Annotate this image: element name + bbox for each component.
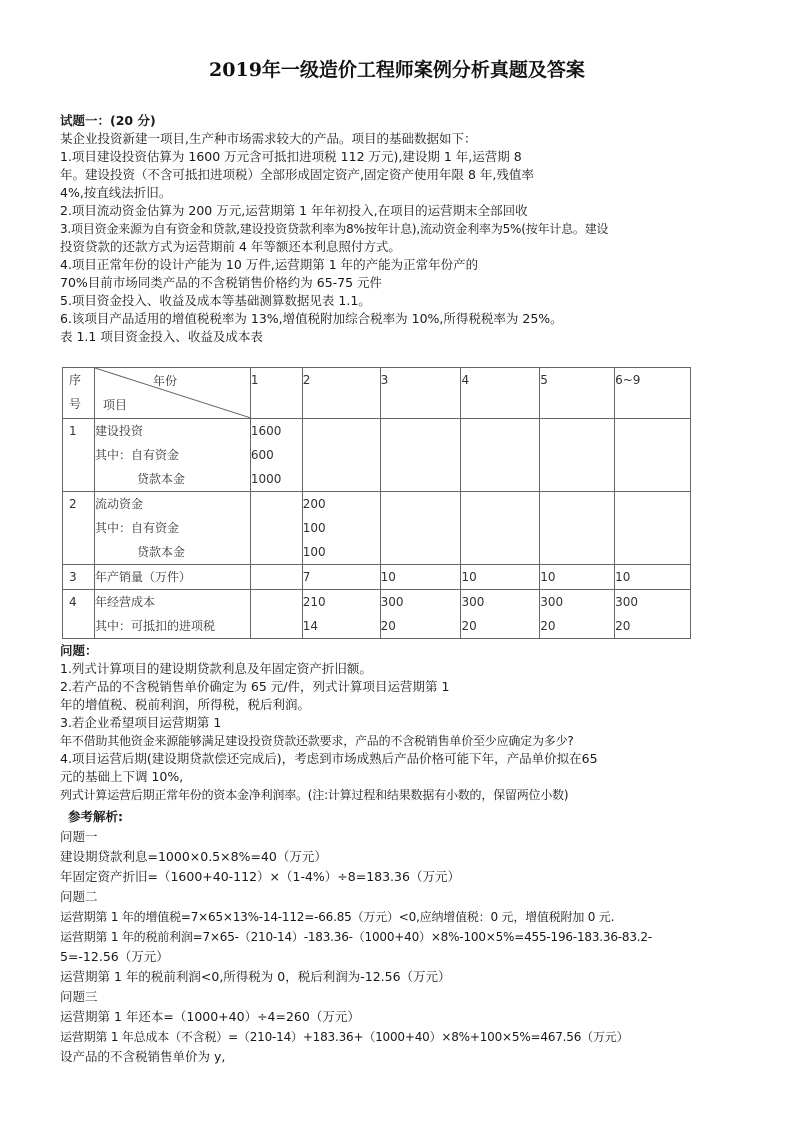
q1-line: 70%目前市场同类产品的不含税销售价格约为 65-75 元件 — [60, 275, 383, 290]
year-header: 5 — [540, 368, 615, 419]
answer-line: 运营期第 1 年的税前利润<0,所得税为 0，税后利润为-12.56（万元） — [60, 969, 451, 984]
answer-line: 5=-12.56（万元） — [60, 949, 169, 964]
answer-line: 年固定资产折旧=（1600+40-112）×（1-4%）÷8=183.36（万元） — [60, 869, 460, 884]
sn-header-cell — [63, 368, 95, 419]
value-cell — [380, 492, 461, 565]
value-cell — [250, 565, 302, 590]
question-line: 列式计算运营后期正常年份的资本金净利润率。(注:计算过程和结果数据有小数的，保留两位小数) — [60, 788, 569, 802]
value-cell: 7 — [302, 565, 380, 590]
table-row — [63, 492, 691, 565]
sn-cell: 2 — [63, 492, 95, 565]
item-label: 项目 — [102, 398, 127, 412]
question-line: 元的基础上下调 10%, — [60, 769, 184, 784]
value-cell: 300 20 — [615, 590, 691, 639]
year-header: 3 — [380, 368, 461, 419]
value-cell — [615, 419, 691, 492]
q1-line: 年。建设投资（不含可抵扣进项税）全部形成固定资产,固定资产使用年限 8 年,残值率 — [60, 167, 534, 182]
q1-line: 某企业投资新建一项目,生产种市场需求较大的产品。项目的基础数据如下： — [60, 131, 477, 146]
sn-cell: 3 — [63, 565, 95, 590]
item-cell: 建设投资 其中：自有资金 贷款本金 — [94, 419, 250, 492]
sn-header-text: 号 — [69, 397, 82, 411]
table-row — [63, 590, 691, 639]
year-header: 6~9 — [615, 368, 691, 419]
q1-line: 5.项目资金投入、收益及成本等基础测算数据见表 1.1。 — [60, 293, 371, 308]
value-cell: 10 — [540, 565, 615, 590]
answer-line: 问题二 — [60, 889, 98, 904]
value-cell: 300 20 — [380, 590, 461, 639]
answer-line: 运营期第 1 年的增值税=7×65×13%-14-112=-66.85（万元）<0,应纳增值税：0 元，增值税附加 0 元. — [60, 910, 615, 924]
value-cell: 10 — [461, 565, 540, 590]
answer-line: 设产品的不含税销售单价为 y, — [60, 1049, 226, 1064]
value-cell — [250, 492, 302, 565]
value-cell — [380, 419, 461, 492]
question-line: 2.若产品的不含税销售单价确定为 65 元/件，列式计算项目运营期第 1 — [60, 679, 450, 694]
year-header: 4 — [461, 368, 540, 419]
value-cell — [615, 492, 691, 565]
answer-line: 运营期第 1 年总成本（不含税）=（210-14）+183.36+（1000+40）×8%+100×5%=467.56（万元） — [60, 1030, 629, 1044]
q1-line: 4.项目正常年份的设计产能为 10 万件,运营期第 1 年的产能为正常年份产的 — [60, 257, 479, 272]
value-cell: 200 100 100 — [302, 492, 380, 565]
sn-cell: 4 — [63, 590, 95, 639]
question-line: 年的增值税、税前利润，所得税，税后利润。 — [60, 697, 311, 712]
value-cell — [461, 492, 540, 565]
question-line: 3.若企业希望项目运营期第 1 — [60, 715, 222, 730]
value-cell — [461, 419, 540, 492]
value-cell: 10 — [380, 565, 461, 590]
answers-heading: 参考解析: — [68, 809, 123, 824]
year-header: 1 — [250, 368, 302, 419]
answer-line: 建设期贷款利息=1000×0.5×8%=40（万元） — [60, 849, 327, 864]
value-cell: 1600 600 1000 — [250, 419, 302, 492]
q1-line: 1.项目建设投资估算为 1600 万元含可抵扣进项税 112 万元),建设期 1 年,运营期 8 — [60, 149, 522, 164]
value-cell: 300 20 — [540, 590, 615, 639]
item-cell: 流动资金 其中：自有资金 贷款本金 — [94, 492, 250, 565]
value-cell — [540, 419, 615, 492]
answer-line: 运营期第 1 年还本=（1000+40）÷4=260（万元） — [60, 1009, 360, 1024]
sn-header-text: 序 — [69, 373, 82, 387]
value-cell — [250, 590, 302, 639]
diagonal-header-cell — [94, 368, 250, 419]
year-header: 2 — [302, 368, 380, 419]
table-header-row — [63, 368, 691, 419]
q1-line: 投资贷款的还款方式为运营期前 4 年等额还本利息照付方式。 — [60, 239, 401, 254]
question-line: 1.列式计算项目的建设期贷款利息及年固定资产折旧额。 — [60, 661, 372, 676]
table-caption: 表 1.1 项目资金投入、收益及成本表 — [60, 329, 263, 344]
item-cell: 年经营成本 其中：可抵扣的进项税 — [94, 590, 250, 639]
questions-heading: 问题： — [60, 643, 98, 658]
value-cell — [540, 492, 615, 565]
q1-line: 4%,按直线法折旧。 — [60, 185, 172, 200]
data-table — [62, 367, 691, 639]
q1-line: 2.项目流动资金估算为 200 万元,运营期第 1 年年初投入,在项目的运营期末全部回收 — [60, 203, 528, 218]
value-cell — [302, 419, 380, 492]
value-cell: 10 — [615, 565, 691, 590]
value-cell: 210 14 — [302, 590, 380, 639]
value-cell: 300 20 — [461, 590, 540, 639]
year-label: 年份 — [152, 374, 177, 388]
question-line: 年不借助其他资金来源能够满足建设投资贷款还款要求，产品的不含税销售单价至少应确定为多少? — [60, 734, 574, 748]
table-row — [63, 419, 691, 492]
sn-cell: 1 — [63, 419, 95, 492]
answer-line: 问题三 — [60, 989, 98, 1004]
answer-line: 运营期第 1 年的税前利润=7×65-（210-14）-183.36-（1000+40）×8%-100×5%=455-196-183.36-83.2- — [60, 930, 652, 944]
item-cell: 年产销量（万件） — [94, 565, 250, 590]
q1-heading: 试题一：(20 分) — [60, 113, 156, 128]
question-line: 4.项目运营后期(建设期贷款偿还完成后)，考虑到市场成熟后产品价格可能下年，产品单价拟在65 — [60, 751, 598, 766]
table-row — [63, 565, 691, 590]
q1-line: 3.项目资金来源为自有资金和贷款,建设投资贷款利率为8%按年计息),流动资金利率为5%(按年计息。建设 — [60, 222, 609, 236]
q1-line: 6.该项目产品适用的增值税税率为 13%,增值税附加综合税率为 10%,所得税税率为 25%。 — [60, 311, 563, 326]
document-title: 2019年一级造价工程师案例分析真题及答案 — [209, 59, 585, 81]
answer-line: 问题一 — [60, 829, 98, 844]
